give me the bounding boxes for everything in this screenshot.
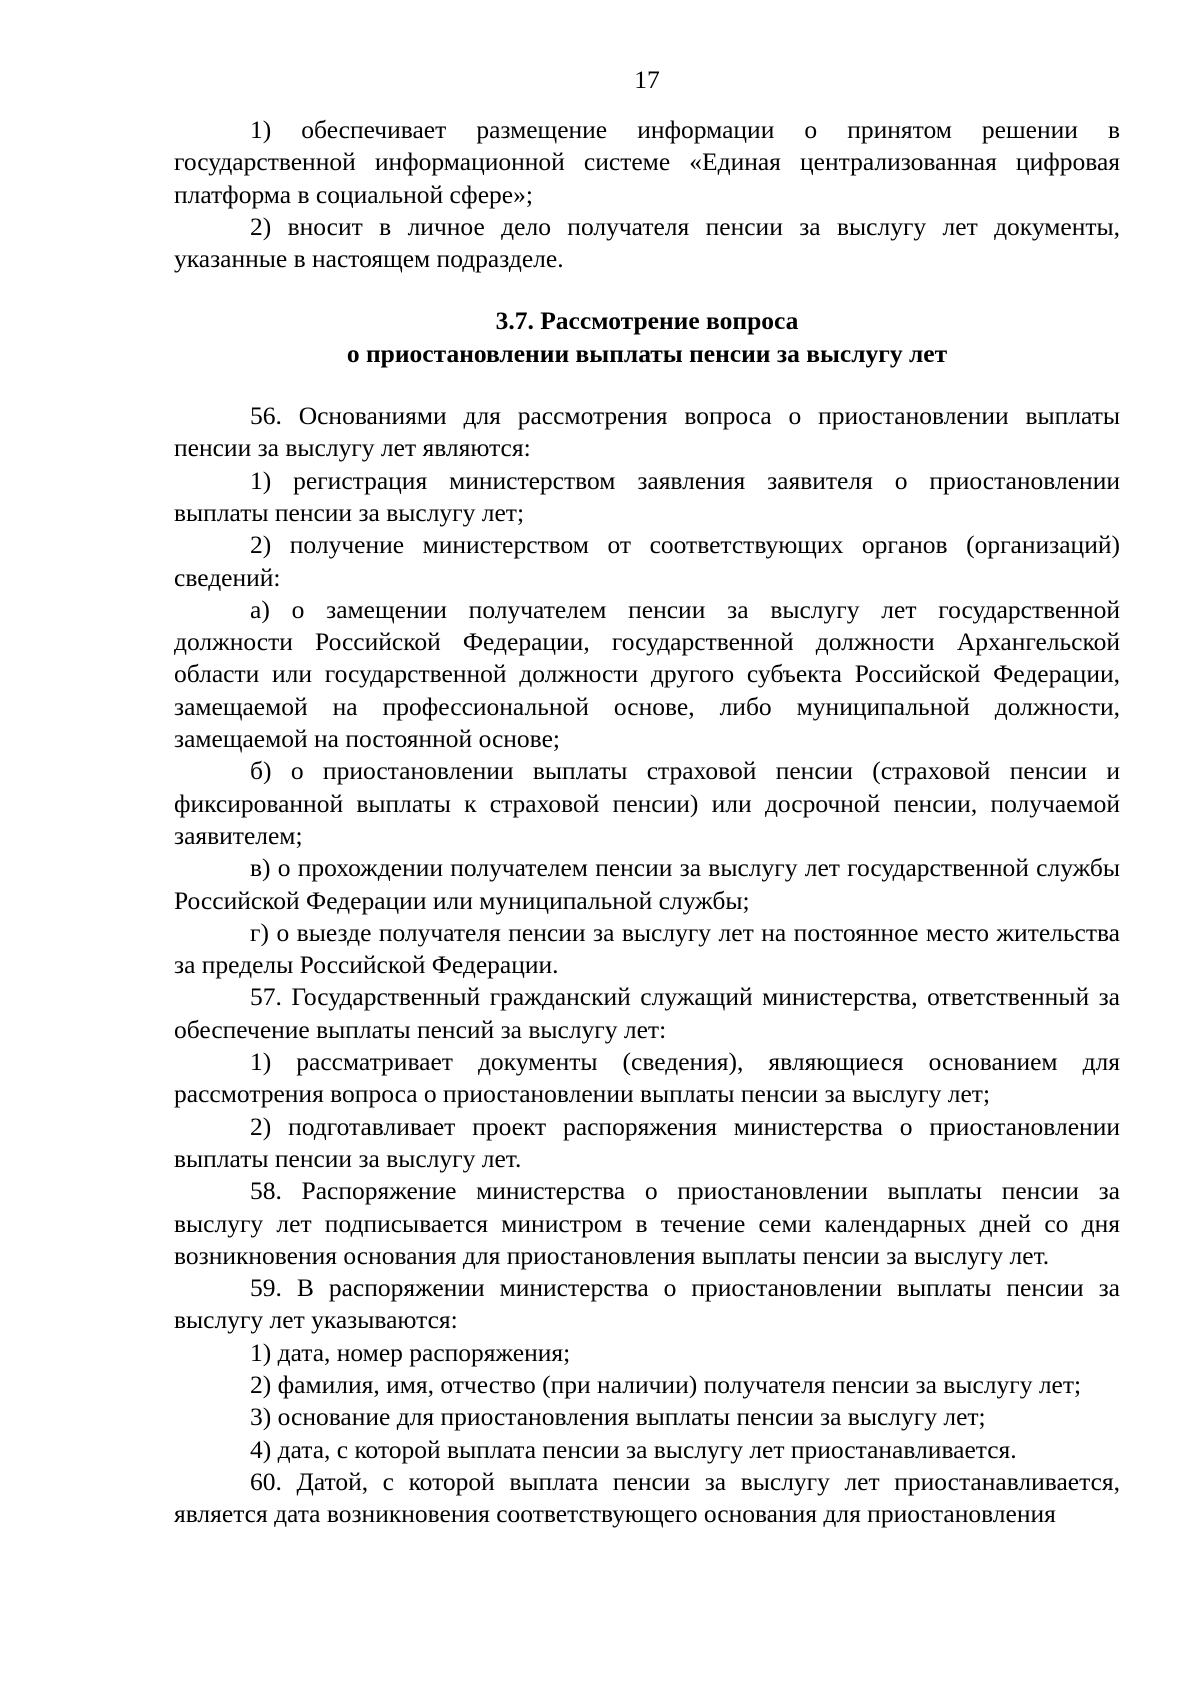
paragraph-56: 56. Основаниями для рассмотрения вопроса о приостановлении выплаты пенсии за выслугу лет являются: — [174, 401, 1120, 463]
paragraph-item-2: 2) вносит в личное дело получателя пенсии за выслугу лет документы, указанные в настоящем подразделе. — [174, 211, 1120, 274]
paragraph-59-item-3: 3) основание для приостановления выплаты пенсии за выслугу лет; — [250, 1402, 986, 1432]
paragraph-57-item-1: 1) рассматривает документы (сведения), являющиеся основанием для рассмотрения вопроса о приостановлении выплаты пенсии за выслугу лет; — [174, 1047, 1120, 1109]
paragraph-58: 58. Распоряжение министерства о приостановлении выплаты пенсии за выслугу лет подписывается министром в течение семи календарных дней со дня возникновения основания для приостановления выплаты пенсии за выслугу лет. — [174, 1176, 1120, 1270]
section-heading-line-2: о приостановлении выплаты пенсии за выслугу лет — [346, 338, 948, 368]
page-number: 17 — [634, 65, 660, 94]
paragraph-60: 60. Датой, с которой выплата пенсии за выслугу лет приостанавливается, является дата возникновения соответствующего основания для приостановления — [174, 1466, 1120, 1529]
paragraph-56-subitem-a: а) о замещении получателем пенсии за выслугу лет государственной должности Российской Федерации, государственной должности Архангельской области или государственной должности другого субъекта Российской Федерации, замещаемой на профессиональной основе, либо муниципальной должности, замещаемой на постоянной основе; — [174, 594, 1120, 754]
paragraph-56-item-2: 2) получение министерством от соответствующих органов (организаций) сведений: — [174, 530, 1120, 592]
paragraph-59: 59. В распоряжении министерства о приостановлении выплаты пенсии за выслугу лет указываются: — [174, 1273, 1120, 1335]
paragraph-56-item-1: 1) регистрация министерством заявления заявителя о приостановлении выплаты пенсии за выслугу лет; — [174, 465, 1120, 527]
paragraph-59-item-1: 1) дата, номер распоряжения; — [250, 1337, 571, 1367]
paragraph-59-item-2: 2) фамилия, имя, отчество (при наличии) получателя пенсии за выслугу лет; — [250, 1369, 1082, 1399]
paragraph-59-item-4: 4) дата, с которой выплата пенсии за выслугу лет приостанавливается. — [250, 1434, 1017, 1464]
paragraph-57: 57. Государственный гражданский служащий министерства, ответственный за обеспечение выплаты пенсий за выслугу лет: — [174, 982, 1120, 1044]
paragraph-56-subitem-b: б) о приостановлении выплаты страховой пенсии (страховой пенсии и фиксированной выплаты к страховой пенсии) или досрочной пенсии, получаемой заявителем; — [174, 756, 1120, 850]
paragraph-56-subitem-g: г) о выезде получателя пенсии за выслугу лет на постоянное место жительства за пределы Российской Федерации. — [174, 917, 1120, 980]
section-heading-line-1: 3.7. Рассмотрение вопроса — [495, 306, 799, 336]
paragraph-56-subitem-v: в) о прохождении получателем пенсии за выслугу лет государственной службы Российской Федерации или муниципальной службы; — [174, 853, 1120, 915]
section-heading — [174, 305, 1120, 370]
paragraph-57-item-2: 2) подготавливает проект распоряжения министерства о приостановлении выплаты пенсии за выслугу лет. — [174, 1111, 1120, 1173]
paragraph-item-1: 1) обеспечивает размещение информации о принятом решении в государственной информационной системе «Единая централизованная цифровая платформа в социальной сфере»; — [174, 115, 1120, 209]
